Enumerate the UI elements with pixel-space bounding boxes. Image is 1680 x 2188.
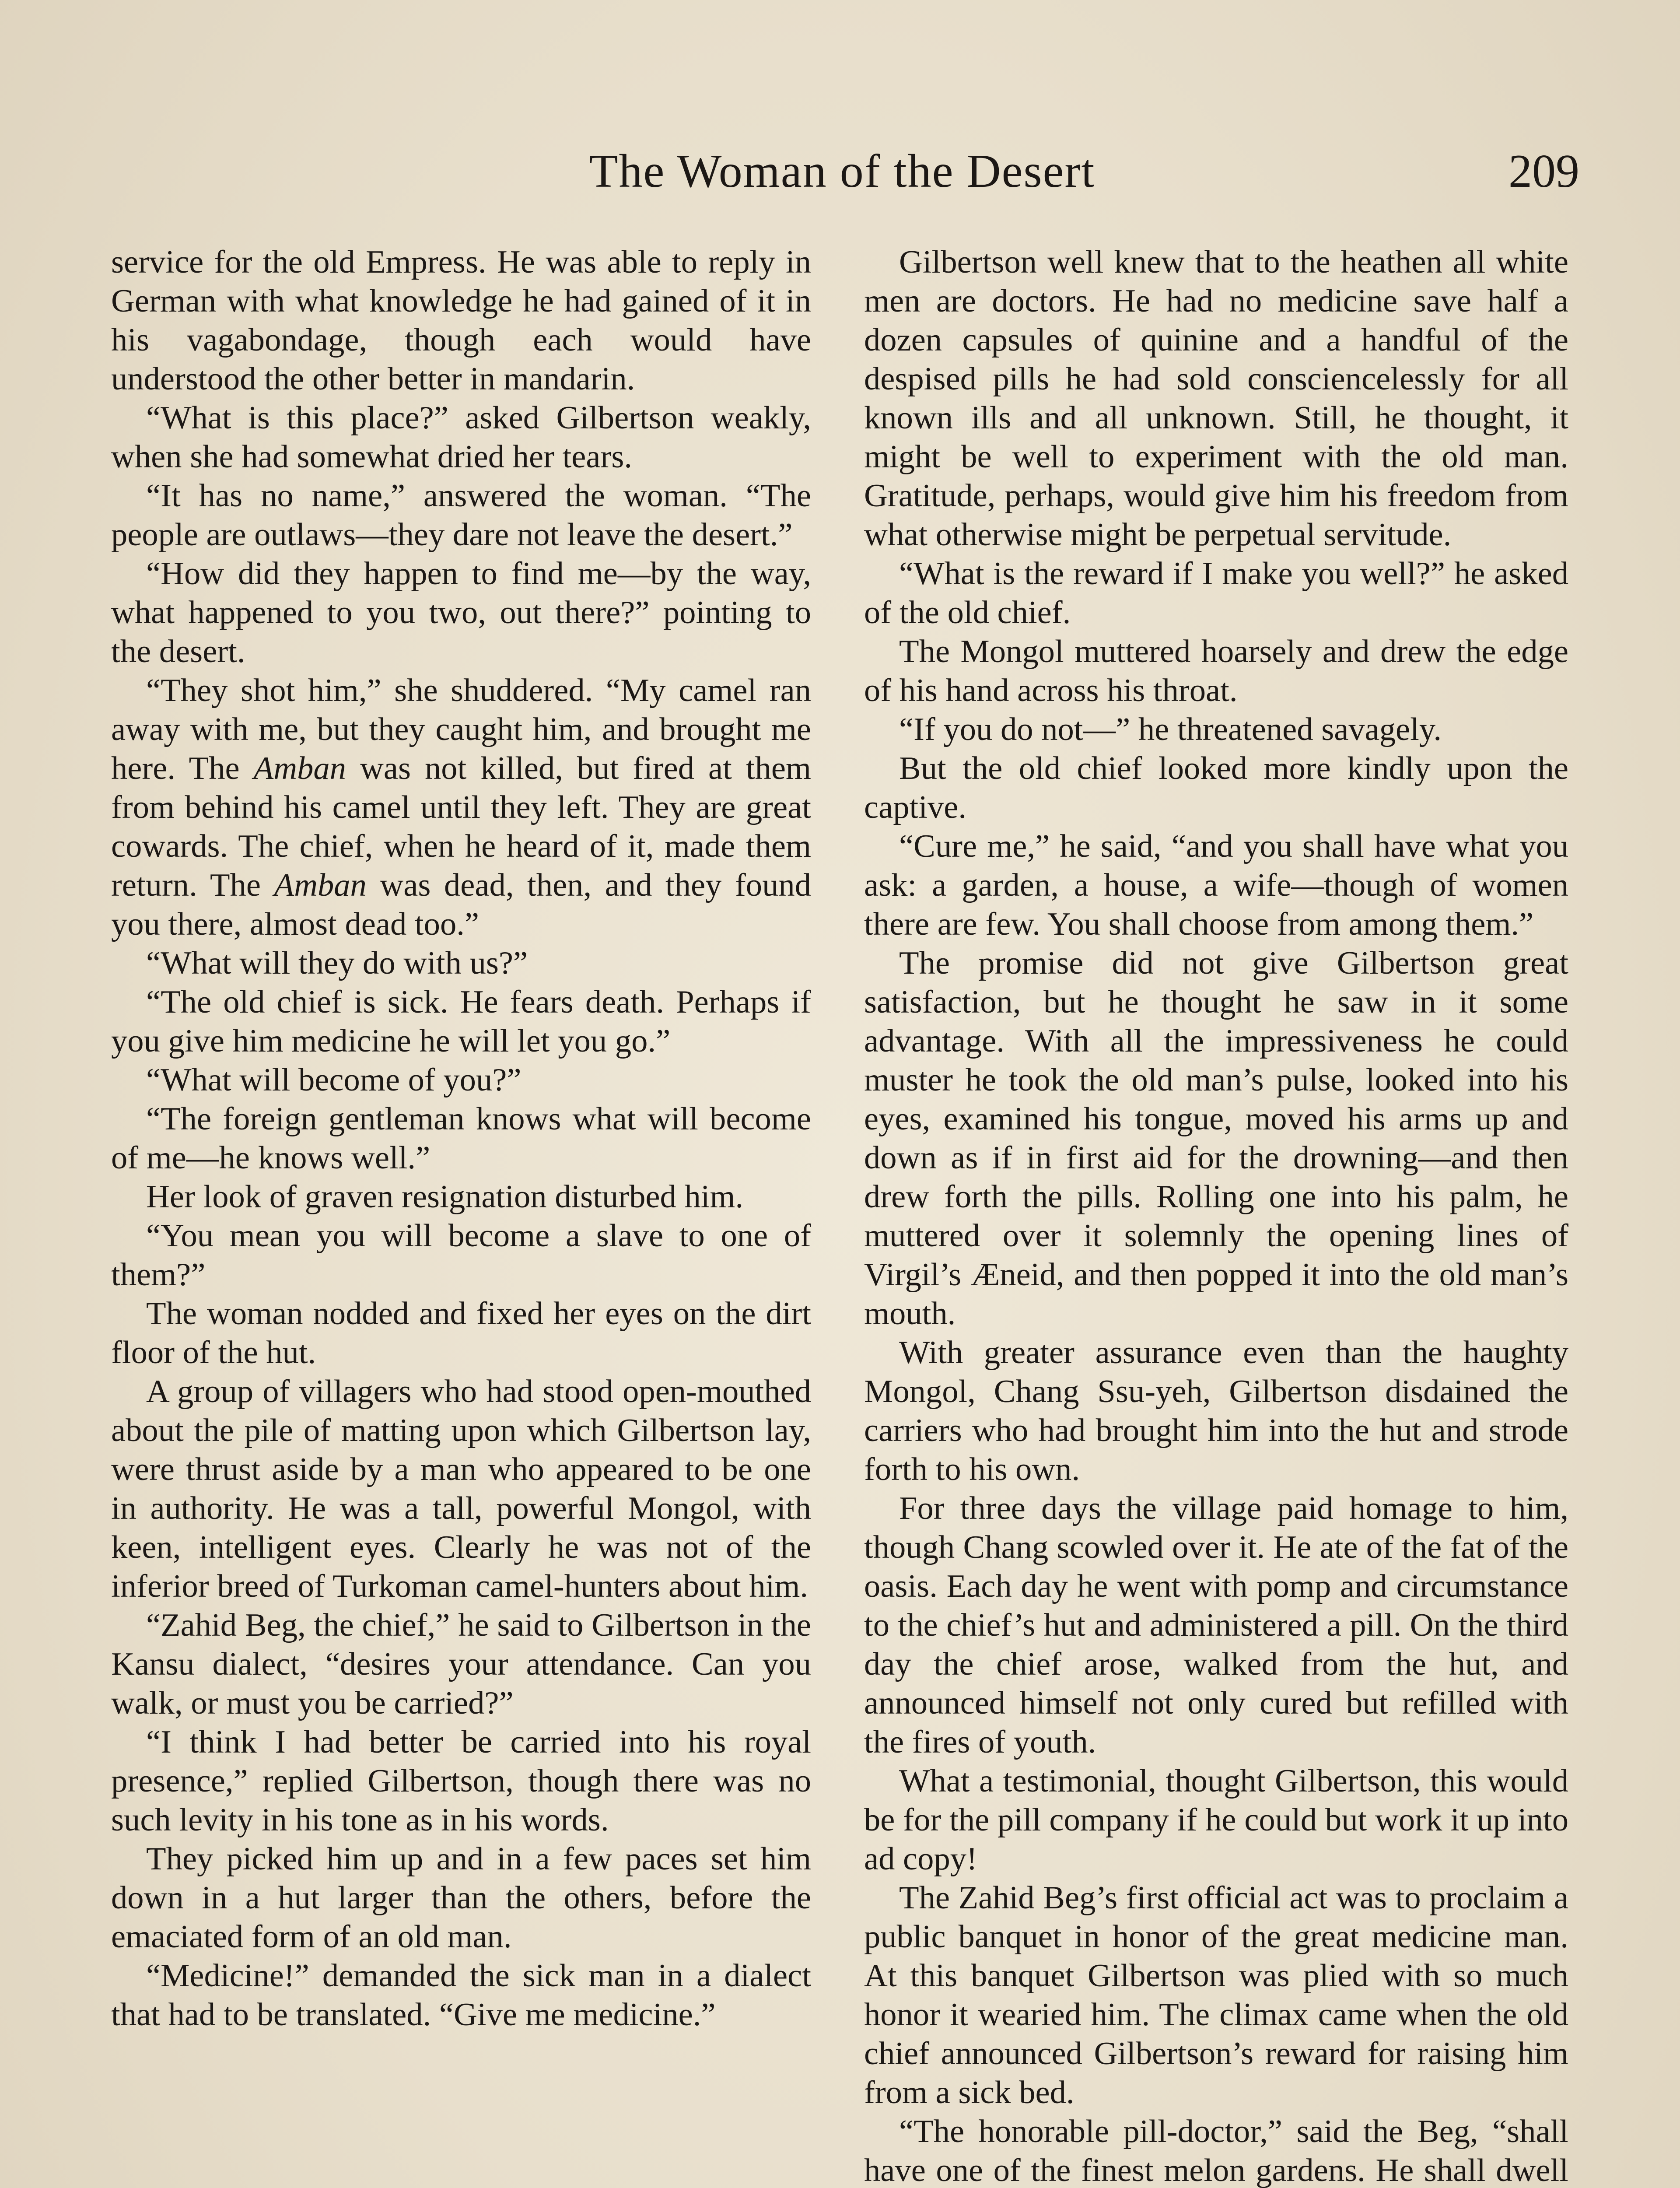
paragraph: “Cure me,” he said, “and you shall have what you ask: a garden, a house, a wife—though of women there are few. You shall choose from among them.” bbox=[864, 828, 1568, 942]
paragraph: A group of villagers who had stood open-mouthed about the pile of matting upon which Gilbertson lay, were thrust aside by a man who appeared to be one in authority. He was a tall, powerful Mongol, with keen, intelligent eyes. Clearly he was not of the inferior breed of Turkoman camel-hunters about him. bbox=[111, 1374, 811, 1604]
left-column bbox=[111, 243, 811, 2034]
paragraph: “Medicine!” demanded the sick man in a dialect that had to be translated. “Give me medicine.” bbox=[111, 1958, 811, 2033]
paragraph: “I think I had better be carried into his royal presence,” replied Gilbertson, though there was no such levity in his tone as in his words. bbox=[111, 1724, 811, 1838]
paragraph: “What will become of you?” bbox=[146, 1062, 522, 1098]
paragraph: “How did they happen to find me—by the way, what happened to you two, out there?” pointing to the desert. bbox=[111, 556, 811, 670]
paragraph: But the old chief looked more kindly upon the captive. bbox=[864, 750, 1568, 825]
paragraph: “If you do not—” he threatened savagely. bbox=[899, 712, 1442, 747]
paragraph: What a testimonial, thought Gilbertson, this would be for the pill company if he could but work it up into ad copy! bbox=[864, 1763, 1568, 1877]
paragraph: “The old chief is sick. He fears death. Perhaps if you give him medicine he will let you go.” bbox=[111, 984, 811, 1059]
paragraph: “They shot him,” she shuddered. “My camel ran away with me, but they caught him, and brought me here. The Amban was not killed, but fired at them from behind his camel until they left. They are great cowards. The chief, when he heard of it, made them return. The Amban was dead, then, and they found you there, almost dead too.” bbox=[111, 673, 811, 942]
paragraph: For three days the village paid homage to him, though Chang scowled over it. He ate of the fat of the oasis. Each day he went with pomp and circumstance to the chief’s hut and administered a pill. On the third day the chief arose, walked from the hut, and announced himself not only cured but refilled with the fires of youth. bbox=[864, 1490, 1568, 1760]
paragraph: The Zahid Beg’s first official act was to proclaim a public banquet in honor of the great medicine man. At this banquet Gilbertson was plied with so much honor it wearied him. The climax came when the old chief announced Gilbertson’s reward for raising him from a sick bed. bbox=[864, 1880, 1568, 2111]
paragraph: “What will they do with us?” bbox=[146, 945, 528, 981]
paragraph: The promise did not give Gilbertson great satisfaction, but he thought he saw in it some advantage. With all the impressiveness he could muster he took the old man’s pulse, looked into his eyes, examined his tongue, moved his arms up and down as if in first aid for the drowning—and then drew forth the pills. Rolling one into his palm, he muttered over it solemnly the opening lines of Virgil’s Æneid, and then popped it into the old man’s mouth. bbox=[864, 945, 1568, 1332]
paragraph: With greater assurance even than the haughty Mongol, Chang Ssu-yeh, Gilbertson disdained the carriers who had brought him into the hut and strode forth to his own. bbox=[864, 1335, 1568, 1487]
page-number: 209 bbox=[1508, 145, 1579, 197]
paragraph: “The foreign gentleman knows what will become of me—he knows well.” bbox=[111, 1101, 811, 1176]
paragraph: The Mongol muttered hoarsely and drew the edge of his hand across his throat. bbox=[864, 634, 1568, 708]
paragraph: service for the old Empress. He was able to reply in German with what knowledge he had gained of it in his vagabondage, though each would have understood the other better in mandarin. bbox=[111, 244, 811, 397]
paragraph: “You mean you will become a slave to one of them?” bbox=[111, 1218, 811, 1293]
running-title: The Woman of the Desert bbox=[589, 145, 1096, 197]
paragraph: “The honorable pill-doctor,” said the Beg, “shall have one of the finest melon gardens. He shall dwell bbox=[864, 2114, 1568, 2188]
paragraph: They picked him up and in a few paces set him down in a hut larger than the others, before the emaciated form of an old man. bbox=[111, 1841, 811, 1955]
paragraph: Gilbertson well knew that to the heathen all white men are doctors. He had no medicine save half a dozen capsules of quinine and a handful of the despised pills he had sold consciencelessly for all known ills and all unknown. Still, he thought, it might be well to experiment with the old man. Gratitude, perhaps, would give him his freedom from what otherwise might be perpetual servitude. bbox=[864, 244, 1568, 553]
page-header bbox=[105, 131, 1579, 210]
paragraph: “What is the reward if I make you well?” he asked of the old chief. bbox=[864, 556, 1568, 631]
paragraph: Her look of graven resignation disturbed him. bbox=[146, 1179, 744, 1215]
paragraph: “Zahid Beg, the chief,” he said to Gilbertson in the Kansu dialect, “desires your attendance. Can you walk, or must you be carried?” bbox=[111, 1607, 811, 1721]
paragraph: The woman nodded and fixed her eyes on the dirt floor of the hut. bbox=[111, 1296, 811, 1371]
paragraph: “It has no name,” answered the woman. “The people are outlaws—they dare not leave the desert.” bbox=[111, 478, 811, 553]
paragraph: “What is this place?” asked Gilbertson weakly, when she had somewhat dried her tears. bbox=[111, 400, 811, 475]
right-column bbox=[864, 243, 1568, 2188]
